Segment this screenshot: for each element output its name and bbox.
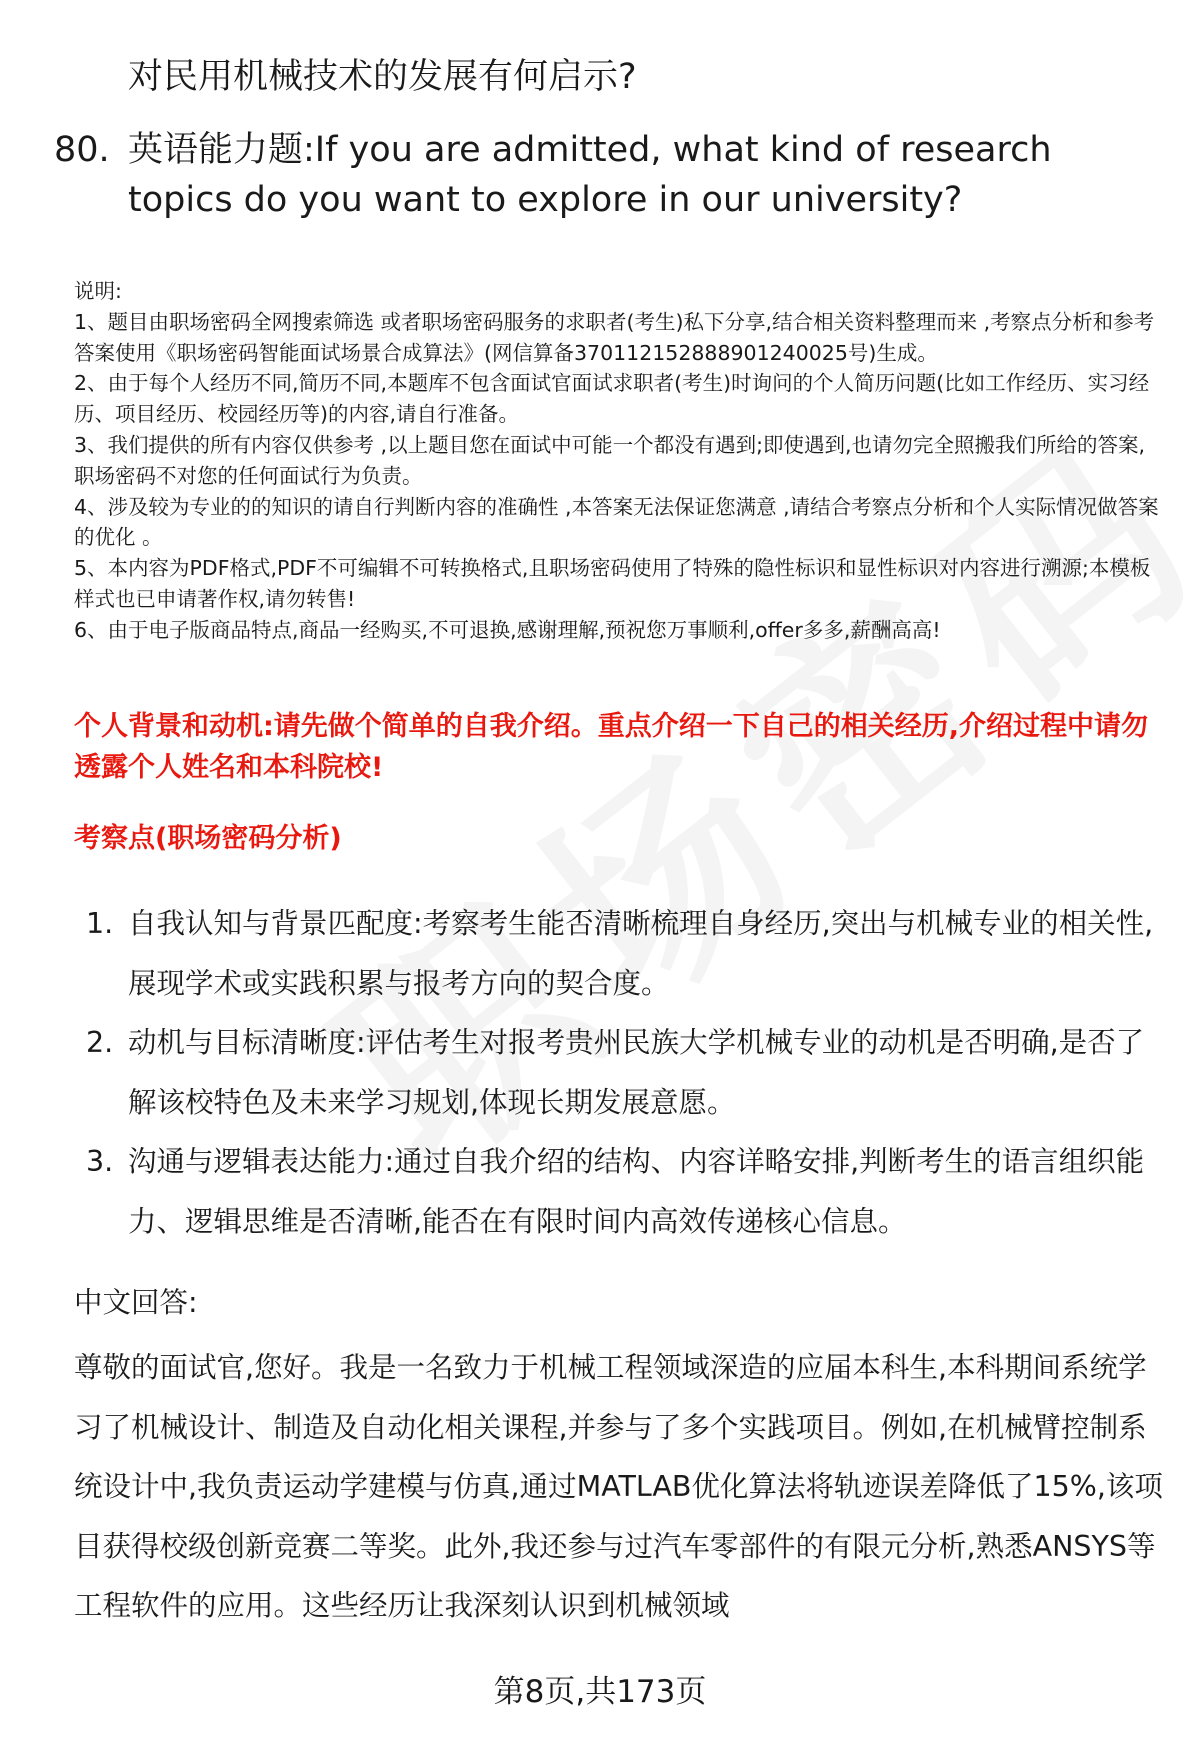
- analysis-point: [74, 1132, 1164, 1251]
- analysis-point-number: 1.: [86, 907, 114, 940]
- analysis-point-text: 动机与目标清晰度:评估考生对报考贵州民族大学机械专业的动机是否明确,是否了解该校特色及未来学习规划,体现长期发展意愿。: [128, 1026, 1145, 1119]
- note-item: 5、本内容为PDF格式,PDF不可编辑不可转换格式,且职场密码使用了特殊的隐性标识和显性标识对内容进行溯源;本模板样式也已申请著作权,请勿转售!: [74, 556, 1151, 611]
- notes-title: 说明:: [74, 279, 122, 303]
- section-question: 个人背景和动机:请先做个简单的自我介绍。重点介绍一下自己的相关经历,介绍过程中请勿透露个人姓名和本科院校!: [74, 711, 1149, 783]
- analysis-point: [74, 1013, 1164, 1132]
- note-item: 4、涉及较为专业的的知识的请自行判断内容的准确性 ,本答案无法保证您满意 ,请结合考察点分析和个人实际情况做答案的优化 。: [74, 494, 1159, 550]
- analysis-point-text: 自我认知与背景匹配度:考察考生能否清晰梳理自身经历,突出与机械专业的相关性,展现学术或实践积累与报考方向的契合度。: [128, 907, 1154, 1000]
- question-number: 80.: [54, 130, 110, 170]
- analysis-point-number: 3.: [86, 1145, 114, 1178]
- notes-block: [74, 276, 1164, 646]
- analysis-point: [74, 894, 1164, 1013]
- analysis-heading: 考察点(职场密码分析): [74, 823, 342, 854]
- analysis-point-number: 2.: [86, 1026, 114, 1059]
- answer-label: 中文回答:: [74, 1286, 198, 1319]
- analysis-list: [74, 894, 1164, 1251]
- note-item: 6、由于电子版商品特点,商品一经购买,不可退换,感谢理解,预祝您万事顺利,offer多多,薪酬高高!: [74, 617, 941, 642]
- answer-text: 尊敬的面试官,您好。我是一名致力于机械工程领域深造的应届本科生,本科期间系统学习了机械设计、制造及自动化相关课程,并参与了多个实践项目。例如,在机械臂控制系统设计中,我负责运动学建模与仿真,通过MATLAB优化算法将轨迹误差降低了15%,该项目获得校级创新竞赛二等奖。此外,我还参与过汽车零部件的有限元分析,熟悉ANSYS等工程软件的应用。这些经历让我深刻认识到机械领域: [74, 1351, 1163, 1623]
- question-80-line1: 英语能力题:If you are admitted, what kind of research: [128, 130, 1052, 170]
- note-item: 3、我们提供的所有内容仅供参考 ,以上题目您在面试中可能一个都没有遇到;即使遇到,也请勿完全照搬我们所给的答案,职场密码不对您的任何面试行为负责。: [74, 432, 1146, 488]
- page-footer: 第8页,共173页: [493, 1674, 707, 1710]
- analysis-point-text: 沟通与逻辑表达能力:通过自我介绍的结构、内容详略安排,判断考生的语言组织能力、逻辑思维是否清晰,能否在有限时间内高效传递核心信息。: [128, 1145, 1145, 1238]
- question-continuation: 对民用机械技术的发展有何启示?: [128, 57, 637, 97]
- question-80-line2: topics do you want to explore in our university?: [128, 180, 963, 220]
- note-item: 1、题目由职场密码全网搜索筛选 或者职场密码服务的求职者(考生)私下分享,结合相关资料整理而来 ,考察点分析和参考答案使用《职场密码智能面试场景合成算法》(网信算备370112152888901240025号)生成。: [74, 309, 1155, 365]
- note-item: 2、由于每个人经历不同,简历不同,本题库不包含面试官面试求职者(考生)时询问的个人简历问题(比如工作经历、实习经历、项目经历、校园经历等)的内容,请自行准备。: [74, 371, 1150, 427]
